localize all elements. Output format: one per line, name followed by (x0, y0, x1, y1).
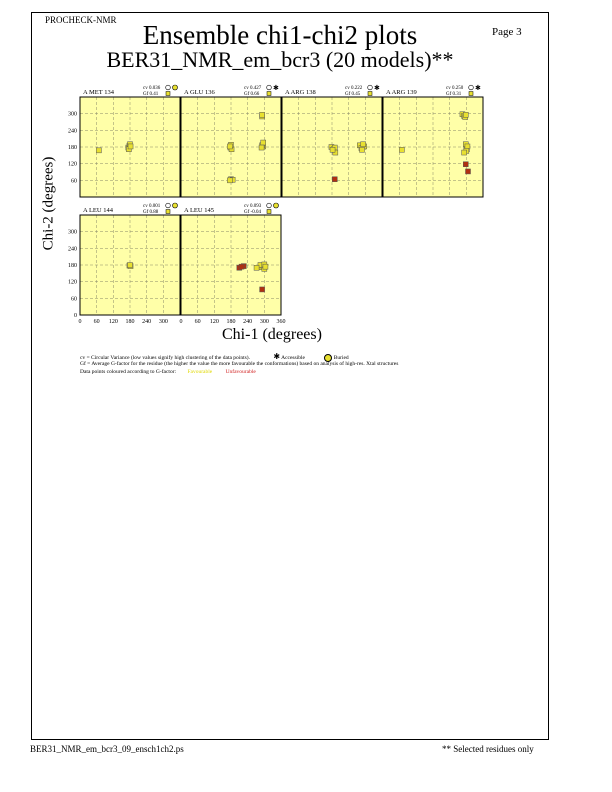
residue-label: A LEU 144 (83, 207, 113, 214)
accessible-icon: ✱ (273, 352, 281, 361)
data-point (463, 162, 468, 167)
legend-colour-text: Data points coloured according to G-factor: (80, 369, 177, 375)
cv-pie-icon (267, 85, 272, 90)
residue-label: A MET 134 (83, 89, 114, 96)
cv-pie-icon (469, 85, 474, 90)
data-point (332, 177, 337, 182)
cv-pie-icon (166, 85, 171, 90)
y-tick-label: 0 (74, 313, 77, 319)
cv-value: cv 0.001 (143, 204, 161, 209)
cv-pie-icon (368, 85, 373, 90)
residue-label: A GLU 136 (184, 89, 215, 96)
x-tick-label: 300 (259, 319, 269, 325)
data-point (466, 169, 471, 174)
gf-value: Gf 0.31 (446, 92, 462, 97)
data-point (227, 144, 232, 149)
page-number: Page 3 (492, 26, 522, 38)
y-axis-label: Chi-2 (degrees) (40, 156, 57, 251)
x-tick-label: 300 (158, 319, 168, 325)
y-tick-label: 240 (68, 128, 77, 135)
buried-icon (173, 85, 178, 90)
gf-value: Gf 0.66 (244, 92, 260, 97)
gf-value: Gf 0.88 (143, 210, 159, 215)
y-tick-label: 120 (68, 161, 77, 168)
page-subtitle: BER31_NMR_em_bcr3 (20 models)** (106, 47, 454, 72)
gf-value: Gf 0.41 (143, 92, 159, 97)
legend-cv-text: cv = Circular Variance (low values signify high clustering of the data points). (80, 355, 250, 361)
x-tick-label: 240 (243, 319, 253, 325)
y-tick-label: 300 (68, 111, 77, 118)
data-point (254, 265, 259, 270)
y-tick-label: 240 (68, 246, 77, 253)
data-point (360, 147, 365, 152)
x-tick-label: 180 (125, 319, 135, 325)
gf-square-icon (267, 92, 271, 96)
x-tick-label: 60 (194, 319, 201, 325)
accessible-icon: ✱ (273, 84, 279, 92)
data-point (263, 264, 268, 269)
legend-accessible-label: Accessible (281, 355, 305, 361)
page-title: Ensemble chi1-chi2 plots (142, 20, 418, 50)
x-tick-label: 360 (276, 319, 286, 325)
data-point (128, 263, 133, 268)
x-axis-label: Chi-1 (degrees) (222, 326, 322, 343)
data-point (361, 142, 366, 147)
buried-icon (173, 203, 178, 208)
x-tick-label: 60 (93, 319, 100, 325)
gf-value: Gf 0.45 (345, 92, 361, 97)
cv-value: cv 0.093 (244, 204, 262, 209)
data-point (330, 147, 335, 152)
program-label: PROCHECK-NMR (45, 15, 117, 25)
data-point (462, 150, 467, 155)
cv-value: cv 0.427 (244, 86, 262, 91)
residue-label: A LEU 145 (184, 207, 214, 214)
data-point (399, 147, 404, 152)
footer-note: ** Selected residues only (442, 744, 534, 754)
data-point (128, 144, 133, 149)
footer-filename: BER31_NMR_em_bcr3_09_ensch1ch2.ps (30, 744, 184, 754)
gf-square-icon (469, 92, 473, 96)
gf-square-icon (267, 210, 271, 214)
y-tick-label: 180 (68, 263, 77, 269)
cv-pie-icon (267, 203, 272, 208)
y-tick-label: 180 (68, 145, 77, 151)
legend-unfavourable: Unfavourable (225, 369, 256, 375)
gf-square-icon (166, 92, 170, 96)
x-tick-label: 180 (226, 319, 236, 325)
data-point (227, 178, 232, 183)
legend-gf-text: Gf = Average G-factor for the residue (the higher the value the more favourable the conformations) based on analysis of high-res. Xtal structures (80, 361, 399, 367)
cv-value: cv 0.250 (446, 86, 464, 91)
legend-favourable: Favourable (187, 369, 213, 375)
residue-label: A ARG 139 (386, 89, 417, 96)
data-point (96, 148, 101, 153)
data-point (239, 264, 244, 269)
data-point (259, 145, 264, 150)
cv-pie-icon (166, 203, 171, 208)
gf-square-icon (368, 92, 372, 96)
accessible-icon: ✱ (475, 84, 481, 92)
gf-square-icon (166, 210, 170, 214)
x-tick-label: 0 (179, 319, 183, 325)
x-tick-label: 120 (108, 319, 118, 325)
cv-value: cv 0.036 (143, 86, 161, 91)
accessible-icon: ✱ (374, 84, 380, 92)
x-tick-label: 240 (142, 319, 152, 325)
data-point (261, 140, 266, 145)
legend-colour-row (80, 369, 256, 375)
y-tick-label: 60 (71, 178, 77, 185)
y-tick-label: 300 (68, 229, 77, 236)
x-tick-label: 0 (78, 319, 82, 325)
legend-buried-label: Buried (333, 355, 349, 361)
residue-label: A ARG 138 (285, 89, 316, 96)
data-point (463, 112, 468, 117)
data-point (260, 112, 265, 117)
data-point (260, 287, 265, 292)
x-tick-label: 120 (209, 319, 219, 325)
y-tick-label: 60 (71, 296, 77, 303)
y-tick-label: 120 (68, 279, 77, 286)
gf-value: Gf -0.04 (244, 210, 261, 215)
buried-icon (274, 203, 279, 208)
cv-value: cv 0.222 (345, 86, 363, 91)
